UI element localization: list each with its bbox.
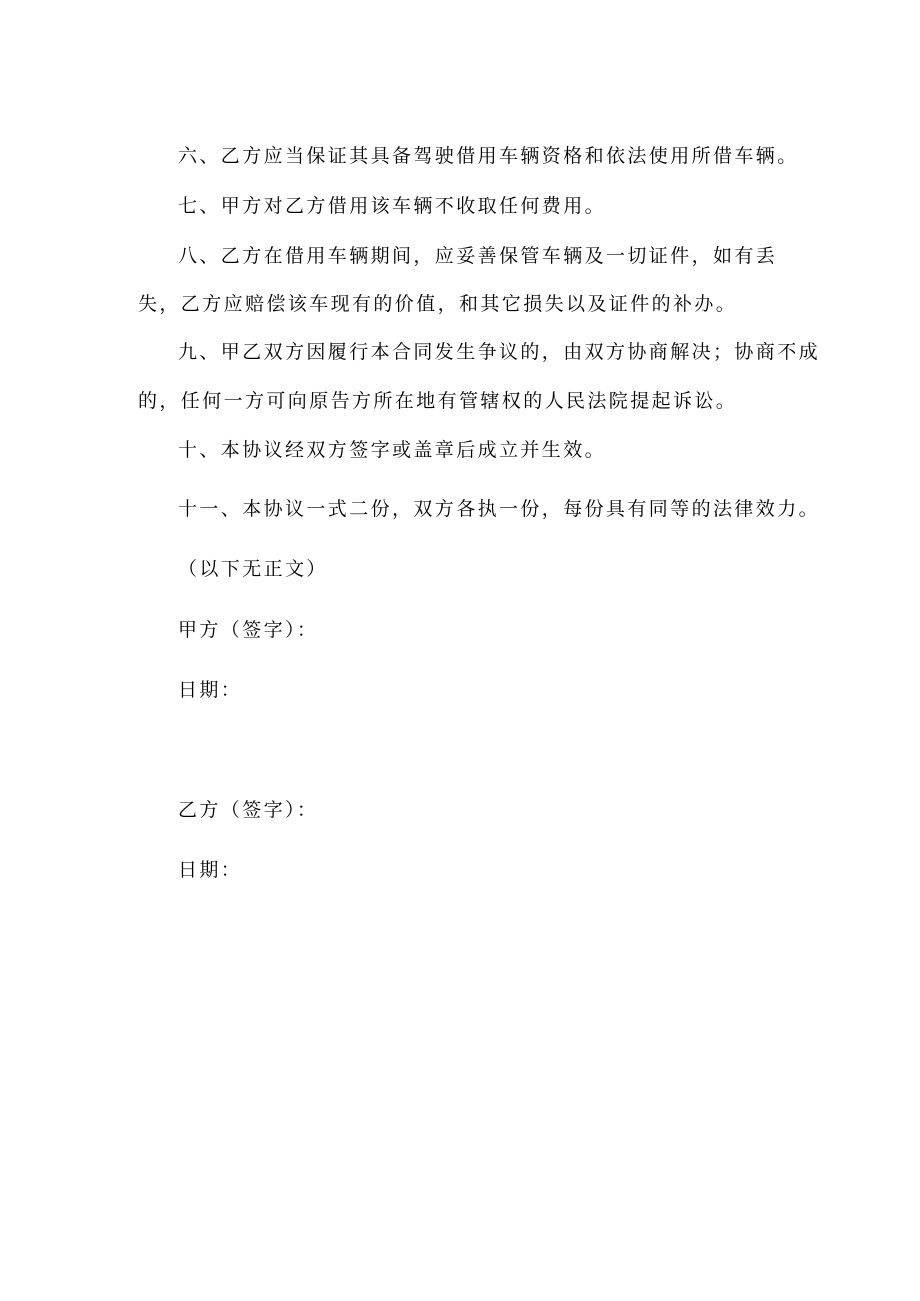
clause-eight-line-1: 八、乙方在借用车辆期间，应妥善保管车辆及一切证件，如有丢: [178, 245, 778, 267]
party-a-date-label: 日期：: [178, 679, 243, 701]
party-b-signature-label: 乙方（签字）：: [178, 799, 319, 821]
clause-ten: 十、本协议经双方签字或盖章后成立并生效。: [178, 439, 607, 461]
clause-six: 六、乙方应当保证其具备驾驶借用车辆资格和依法使用所借车辆。: [178, 145, 799, 167]
clause-eleven: 十一、本协议一式二份，双方各执一份，每份具有同等的法律效力。: [178, 498, 821, 520]
end-note: （以下无正文）: [178, 558, 328, 580]
clause-nine-line-1: 九、甲乙双方因履行本合同发生争议的，由双方协商解决；协商不成: [178, 341, 821, 363]
clause-nine-line-2: 的，任何一方可向原告方所在地有管辖权的人民法院提起诉讼。: [138, 390, 738, 412]
clause-eight-line-2: 失，乙方应赔偿该车现有的价值，和其它损失以及证件的补办。: [138, 293, 738, 315]
party-a-signature-label: 甲方（签字）：: [178, 619, 319, 641]
clause-seven: 七、甲方对乙方借用该车辆不收取任何费用。: [178, 195, 607, 217]
party-b-date-label: 日期：: [178, 859, 243, 881]
